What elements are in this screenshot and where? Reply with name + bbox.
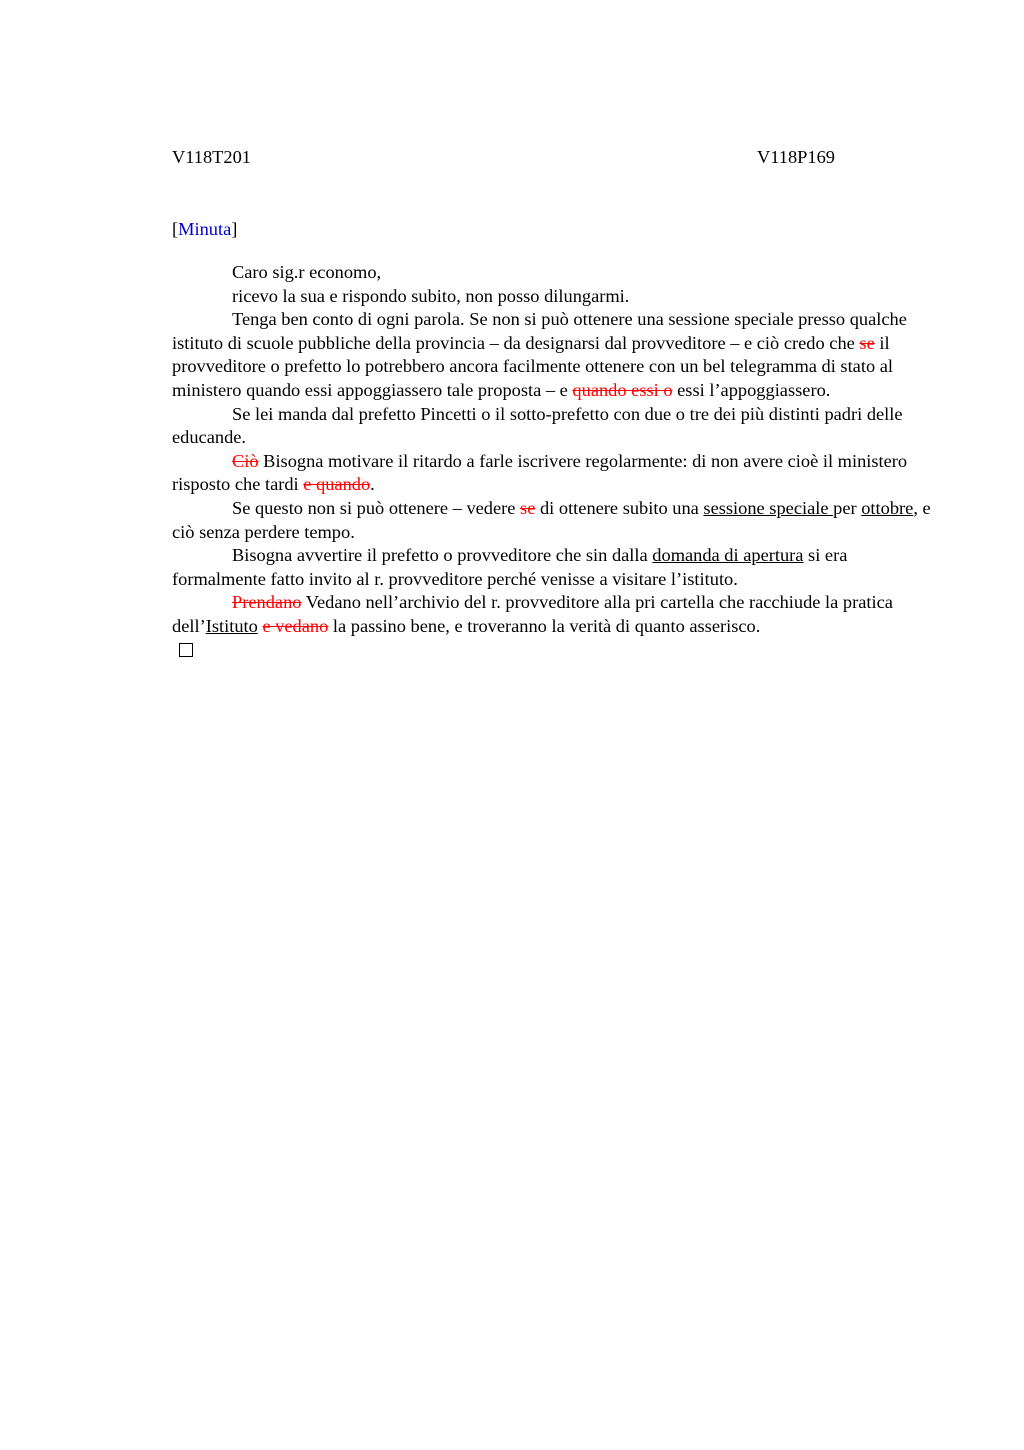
document-code-left: V118T201 bbox=[172, 147, 252, 167]
header-codes bbox=[172, 146, 932, 170]
paragraph-1 bbox=[172, 308, 932, 402]
paragraph-5 bbox=[172, 544, 932, 591]
underlined-text: ottobre bbox=[861, 497, 914, 518]
paragraph-3 bbox=[172, 450, 932, 497]
paragraph-1-text-b: il provveditore o prefetto lo potrebbero ancora facilmente ottenere con un bel telegramma di stato al ministero quando essi appoggiassero tale proposta – e bbox=[172, 332, 894, 400]
paragraph-1-text-c: essi l’appoggiassero. bbox=[672, 379, 831, 400]
deleted-text: e quando bbox=[303, 474, 371, 495]
paragraph-4-text-c: per bbox=[833, 497, 862, 518]
deleted-text: e vedano bbox=[262, 615, 329, 636]
paragraph-1-text-a: Tenga ben conto di ogni parola. Se non si può ottenere una sessione speciale presso qualche istituto di scuole pubbliche della provincia – da designarsi dal provveditore – e ciò credo che bbox=[172, 309, 907, 353]
paragraph-4-text-a: Se questo non si può ottenere – vedere bbox=[232, 497, 521, 518]
document-code-right: V118P169 bbox=[757, 147, 835, 167]
underlined-text: Istituto bbox=[205, 615, 258, 636]
deleted-text: Ciò bbox=[232, 450, 259, 471]
deleted-text: Prendano bbox=[232, 592, 302, 613]
paragraph-5-text-b: si era formalmente fatto invito al r. provveditore perché venisse a visitare l’istituto. bbox=[172, 545, 848, 589]
paragraph-4 bbox=[172, 497, 932, 544]
paragraph-6-text-a: Vedano nell’archivio del r. provveditore alla pri cartella che racchiude la pratica dell’ bbox=[172, 592, 893, 636]
deleted-text: quando essi o bbox=[572, 379, 673, 400]
minuta-label: Minuta bbox=[178, 219, 232, 239]
deleted-text: se bbox=[520, 497, 536, 518]
minuta-close-bracket: ] bbox=[231, 219, 238, 239]
minuta-open-bracket: [ bbox=[172, 219, 179, 239]
letter-body bbox=[172, 261, 932, 663]
paragraph-5-text-a: Bisogna avvertire il prefetto o provveditore che sin dalla bbox=[232, 545, 653, 566]
paragraph-6 bbox=[172, 591, 932, 638]
paragraph-2: Se lei manda dal prefetto Pincetti o il sotto-prefetto con due o tre dei più distinti padri delle educande. bbox=[172, 403, 903, 448]
paragraph-4-text-b: di ottenere subito una bbox=[535, 497, 704, 518]
letter-line-1: ricevo la sua e rispondo subito, non posso dilungarmi. bbox=[232, 285, 630, 306]
document-page bbox=[172, 146, 932, 663]
deleted-text: se bbox=[859, 332, 875, 353]
paragraph-3-text-a: Bisogna motivare il ritardo a farle iscrivere regolarmente: di non avere cioè il ministero risposto che tardi bbox=[172, 450, 908, 495]
underlined-text: sessione speciale bbox=[703, 497, 834, 518]
paragraph-6-text-c: la passino bene, e troveranno la verità di quanto asserisco. bbox=[328, 615, 761, 636]
salutation: Caro sig.r economo, bbox=[232, 262, 382, 282]
empty-square-icon bbox=[179, 643, 193, 657]
end-marker bbox=[172, 639, 932, 664]
underlined-text: domanda di apertura bbox=[652, 545, 804, 566]
minuta-heading bbox=[172, 218, 932, 242]
paragraph-3-text-b: . bbox=[370, 474, 375, 495]
paragraph-4-text-d: , e ciò senza perdere tempo. bbox=[172, 497, 931, 542]
